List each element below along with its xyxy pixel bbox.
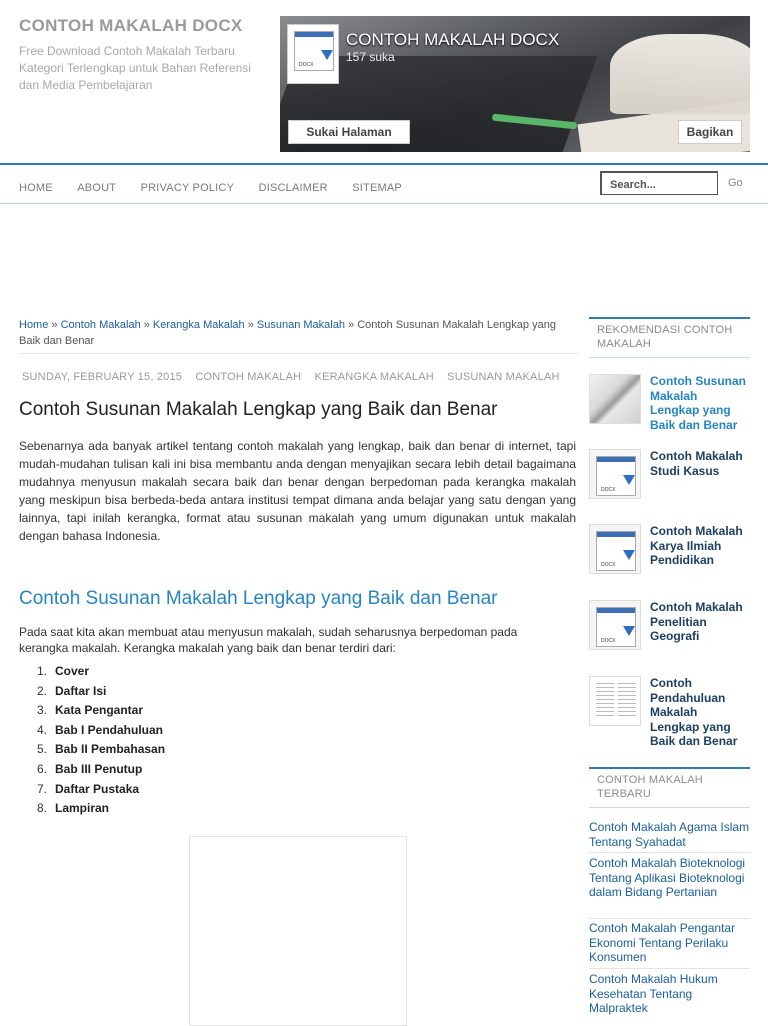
page-logo[interactable] xyxy=(287,24,339,84)
docx-thumbnail[interactable] xyxy=(589,449,641,499)
divider xyxy=(589,918,750,919)
docx-file-icon xyxy=(294,31,334,71)
recommended-heading: REKOMENDASI CONTOH MAKALAH xyxy=(589,317,750,358)
pen-paper-thumbnail[interactable] xyxy=(589,374,641,424)
search-input[interactable]: Search... xyxy=(600,171,718,195)
download-arrow-icon xyxy=(623,626,635,636)
post-label-kerangka-makalah[interactable]: KERANGKA MAKALAH xyxy=(314,371,434,383)
recommended-item-title[interactable]: Contoh Susunan Makalah Lengkap yang Baik dan Benar xyxy=(650,374,746,432)
nav-item-about[interactable]: ABOUT xyxy=(77,182,117,194)
download-arrow-icon xyxy=(321,50,333,60)
list-item: 1. Cover xyxy=(37,664,90,678)
structure-list xyxy=(19,662,165,819)
text-lines-shape xyxy=(618,683,636,717)
list-item: 4. Bab I Pendahuluan xyxy=(37,722,164,737)
post-intro-paragraph: Sebenarnya ada banyak artikel tentang contoh makalah yang lengkap, baik dan benar di internet, tapi mudah-mudahan tulisan kali ini bisa membantu anda dengan menyajikan secara lebih detail bagaimana mudahnya menyusun makalah secara baik dan benar dengan berpedoman pada kerangka makalah yang meskipun bisa berbeda-beda antara institusi tempat dimana anda belajar yang satu dengan yang lainnya, tapi inilah kerangka, format atau susunan makalah yang umum digunakan untuk makalah dengan bahasa Indonesia. xyxy=(19,439,576,543)
recommended-item[interactable] xyxy=(589,449,750,505)
breadcrumb-kerangka-makalah[interactable]: Kerangka Makalah xyxy=(152,319,245,331)
breadcrumb-separator: » xyxy=(140,319,153,331)
recommended-item-title[interactable]: Contoh Makalah Penelitian Geografi xyxy=(650,600,743,644)
post-subheading: Contoh Susunan Makalah Lengkap yang Baik dan Benar xyxy=(19,588,498,609)
text-lines-shape xyxy=(596,683,614,717)
latest-post-link[interactable]: Contoh Makalah Pengantar Ekonomi Tentang Perilaku Konsumen xyxy=(589,921,736,965)
recommended-item[interactable] xyxy=(589,524,750,580)
recommended-item-title[interactable]: Contoh Makalah Karya Ilmiah Pendidikan xyxy=(650,524,743,568)
embedded-image-frame xyxy=(189,836,407,1026)
document-page-thumbnail[interactable] xyxy=(589,676,641,726)
docx-file-icon: DOCX xyxy=(596,607,636,647)
post-paragraph: Pada saat kita akan membuat atau menyusun makalah, sudah seharusnya berpedoman pada kerangka makalah. Kerangka makalah yang baik dan benar terdiri dari: xyxy=(19,625,518,655)
breadcrumb xyxy=(19,317,579,354)
download-arrow-icon xyxy=(623,550,635,560)
recommended-item-title[interactable]: Contoh Pendahuluan Makalah Lengkap yang Baik dan Benar xyxy=(650,676,738,749)
recommended-item-title[interactable]: Contoh Makalah Studi Kasus xyxy=(650,449,743,478)
docx-thumbnail[interactable] xyxy=(589,600,641,650)
like-page-button[interactable]: Sukai Halaman xyxy=(288,120,410,144)
breadcrumb-separator: » xyxy=(48,319,61,331)
breadcrumb-susunan-makalah[interactable]: Susunan Makalah xyxy=(256,319,345,331)
list-item: 7. Daftar Pustaka xyxy=(37,781,140,796)
facebook-page-widget xyxy=(280,16,750,152)
divider xyxy=(589,852,750,853)
latest-post-link[interactable]: Contoh Makalah Bioteknologi Tentang Aplikasi Bioteknologi dalam Bidang Pertanian xyxy=(589,856,746,900)
docx-thumbnail[interactable] xyxy=(589,524,641,574)
site-description: Free Download Contoh Makalah Terbaru Kategori Terlengkap untuk Bahan Referensi dan Media Pembelajaran xyxy=(19,44,251,92)
facebook-page-title[interactable]: CONTOH MAKALAH DOCX xyxy=(346,30,560,49)
recommended-item[interactable] xyxy=(589,374,750,430)
breadcrumb-home[interactable]: Home xyxy=(19,319,49,331)
list-item: 3. Kata Pengantar xyxy=(37,703,144,718)
recommended-item[interactable] xyxy=(589,676,750,752)
main-navigation xyxy=(0,163,768,204)
site-title[interactable]: CONTOH MAKALAH DOCX xyxy=(19,16,243,35)
share-button[interactable]: Bagikan xyxy=(678,120,742,144)
post-label-susunan-makalah[interactable]: SUSUNAN MAKALAH xyxy=(447,371,560,383)
nav-item-sitemap[interactable]: SITEMAP xyxy=(352,182,402,194)
facebook-like-count: 157 suka xyxy=(346,50,395,64)
list-item: 5. Bab II Pembahasan xyxy=(37,742,166,757)
nav-item-home[interactable]: HOME xyxy=(19,182,53,194)
search-go-button[interactable]: Go xyxy=(728,177,743,189)
latest-post-link[interactable]: Contoh Makalah Hukum Kesehatan Tentang Malpraktek xyxy=(589,972,718,1016)
breadcrumb-separator: » xyxy=(344,319,358,331)
docx-label: DOCX xyxy=(299,62,314,68)
breadcrumb-contoh-makalah[interactable]: Contoh Makalah xyxy=(60,319,141,331)
post-title: Contoh Susunan Makalah Lengkap yang Baik dan Benar xyxy=(19,399,498,420)
post-label-contoh-makalah[interactable]: CONTOH MAKALAH xyxy=(195,371,302,383)
list-item: 8. Lampiran xyxy=(37,801,110,816)
recommended-item[interactable] xyxy=(589,600,750,656)
post-date: SUNDAY, FEBRUARY 15, 2015 xyxy=(22,371,183,383)
divider xyxy=(589,968,750,969)
post-meta xyxy=(22,371,570,383)
latest-post-link[interactable]: Contoh Makalah Agama Islam Tentang Syahadat xyxy=(589,820,750,849)
breadcrumb-current: Contoh Susunan Makalah Lengkap yang Baik dan Benar xyxy=(19,319,556,347)
nav-item-disclaimer[interactable]: DISCLAIMER xyxy=(258,182,328,194)
docx-file-icon: DOCX xyxy=(596,531,636,571)
download-arrow-icon xyxy=(623,475,635,485)
breadcrumb-separator: » xyxy=(244,319,257,331)
docx-file-icon: DOCX xyxy=(596,456,636,496)
list-item: 6. Bab III Penutup xyxy=(37,761,143,776)
nav-item-privacy-policy[interactable]: PRIVACY POLICY xyxy=(140,182,235,194)
list-item: 2. Daftar Isi xyxy=(37,683,107,698)
latest-heading: CONTOH MAKALAH TERBARU xyxy=(589,767,750,808)
open-book-photo-shape xyxy=(610,34,750,114)
